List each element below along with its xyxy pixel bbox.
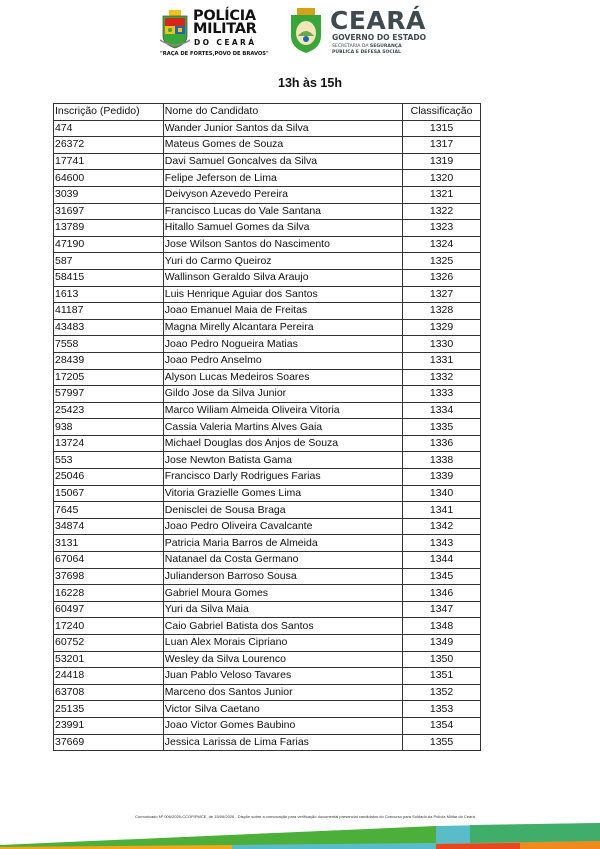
cell-inscricao: 23991 [54,717,164,734]
table-row [54,286,481,303]
table-row [54,568,481,585]
cell-classificacao: 1343 [403,535,481,552]
cell-inscricao: 67064 [54,552,164,569]
table-row [54,502,481,519]
cell-classificacao: 1325 [403,253,481,270]
cell-nome: Luan Alex Morais Cipriano [163,635,402,652]
table-row [54,137,481,154]
cell-inscricao: 53201 [54,651,164,668]
cell-classificacao: 1334 [403,402,481,419]
cell-classificacao: 1326 [403,269,481,286]
table-row [54,668,481,685]
cell-nome: Hitallo Samuel Gomes da Silva [163,220,402,237]
cell-inscricao: 13789 [54,220,164,237]
table-row [54,220,481,237]
table-row [54,518,481,535]
band-red [436,843,520,849]
cell-inscricao: 31697 [54,203,164,220]
table-row [54,734,481,751]
cell-nome: Jose Wilson Santos do Nascimento [163,236,402,253]
cell-inscricao: 7558 [54,336,164,353]
cell-nome: Deivyson Azevedo Pereira [163,186,402,203]
pm-title-line2: MILITAR [193,21,257,37]
candidates-table [53,103,481,751]
table-row [54,469,481,486]
cell-nome: Felipe Jeferson de Lima [163,170,402,187]
table-row [54,386,481,403]
cell-inscricao: 15067 [54,485,164,502]
cell-inscricao: 7645 [54,502,164,519]
secretaria-line1-bold: SEGURANÇA [369,44,402,49]
cell-inscricao: 41187 [54,303,164,320]
column-header-inscricao: Inscrição (Pedido) [54,104,164,121]
cell-inscricao: 17240 [54,618,164,635]
table-row [54,435,481,452]
table-row [54,303,481,320]
cell-nome: Alyson Lucas Medeiros Soares [163,369,402,386]
table-row [54,701,481,718]
cell-classificacao: 1333 [403,386,481,403]
cell-classificacao: 1344 [403,552,481,569]
cell-nome: Caio Gabriel Batista dos Santos [163,618,402,635]
cell-nome: Joao Pedro Anselmo [163,352,402,369]
ceara-title: CEARÁ [330,6,426,35]
cell-classificacao: 1330 [403,336,481,353]
cell-inscricao: 553 [54,452,164,469]
cell-classificacao: 1349 [403,635,481,652]
cell-inscricao: 57997 [54,386,164,403]
cell-inscricao: 47190 [54,236,164,253]
cell-classificacao: 1327 [403,286,481,303]
cell-inscricao: 1613 [54,286,164,303]
cell-nome: Jose Newton Batista Gama [163,452,402,469]
table-row [54,369,481,386]
table-row [54,352,481,369]
table-row [54,120,481,137]
cell-nome: Natanael da Costa Germano [163,552,402,569]
cell-inscricao: 37698 [54,568,164,585]
cell-nome: Michael Douglas dos Anjos de Souza [163,435,402,452]
cell-nome: Joao Victor Gomes Baubino [163,717,402,734]
cell-nome: Juan Pablo Veloso Tavares [163,668,402,685]
cell-nome: Mateus Gomes de Souza [163,137,402,154]
cell-nome: Joao Pedro Oliveira Cavalcante [163,518,402,535]
ceara-government-logo [288,8,448,66]
secretaria-text [332,44,402,56]
ceara-crest-icon [288,8,324,54]
cell-inscricao: 58415 [54,269,164,286]
cell-nome: Wesley da Silva Lourenco [163,651,402,668]
cell-classificacao: 1324 [403,236,481,253]
cell-nome: Wallinson Geraldo Silva Araujo [163,269,402,286]
cell-inscricao: 63708 [54,684,164,701]
table-row [54,203,481,220]
pm-subtitle: DO CEARÁ [194,38,257,47]
cell-classificacao: 1351 [403,668,481,685]
cell-nome: Marco Wiliam Almeida Oliveira Vitoria [163,402,402,419]
cell-classificacao: 1331 [403,352,481,369]
cell-classificacao: 1335 [403,419,481,436]
table-body [54,120,481,751]
table-row [54,485,481,502]
cell-classificacao: 1338 [403,452,481,469]
cell-inscricao: 474 [54,120,164,137]
secretaria-line2: PÚBLICA E DEFESA SOCIAL [332,50,401,55]
cell-inscricao: 34874 [54,518,164,535]
cell-classificacao: 1319 [403,153,481,170]
cell-classificacao: 1340 [403,485,481,502]
table-row [54,269,481,286]
cell-nome: Magna Mirelly Alcantara Pereira [163,319,402,336]
cell-classificacao: 1339 [403,469,481,486]
cell-classificacao: 1346 [403,585,481,602]
table-row [54,618,481,635]
cell-inscricao: 16228 [54,585,164,602]
cell-classificacao: 1350 [403,651,481,668]
cell-inscricao: 3131 [54,535,164,552]
cell-inscricao: 587 [54,253,164,270]
cell-inscricao: 24418 [54,668,164,685]
header-logos [0,6,600,66]
cell-nome: Cassia Valeria Martins Alves Gaia [163,419,402,436]
cell-inscricao: 25046 [54,469,164,486]
table-row [54,186,481,203]
cell-nome: Francisco Darly Rodrigues Farias [163,469,402,486]
pm-title [193,10,257,36]
cell-inscricao: 64600 [54,170,164,187]
table-row [54,253,481,270]
cell-classificacao: 1354 [403,717,481,734]
cell-classificacao: 1355 [403,734,481,751]
cell-inscricao: 28439 [54,352,164,369]
cell-classificacao: 1352 [403,684,481,701]
cell-inscricao: 3039 [54,186,164,203]
cell-classificacao: 1321 [403,186,481,203]
policia-militar-logo [160,8,270,66]
cell-inscricao: 60752 [54,635,164,652]
cell-classificacao: 1315 [403,120,481,137]
cell-nome: Yuri da Silva Maia [163,601,402,618]
cell-nome: Victor Silva Caetano [163,701,402,718]
cell-classificacao: 1328 [403,303,481,320]
cell-nome: Francisco Lucas do Vale Santana [163,203,402,220]
cell-nome: Jessica Larissa de Lima Farias [163,734,402,751]
cell-classificacao: 1329 [403,319,481,336]
cell-nome: Gildo Jose da Silva Junior [163,386,402,403]
cell-nome: Marceno dos Santos Junior [163,684,402,701]
cell-nome: Joao Pedro Nogueira Matias [163,336,402,353]
period-title: 13h às 15h [278,76,342,90]
table-row [54,336,481,353]
pm-motto: "RAÇA DE FORTES,POVO DE BRAVOS" [160,51,269,57]
cell-classificacao: 1353 [403,701,481,718]
cell-inscricao: 938 [54,419,164,436]
cell-inscricao: 13724 [54,435,164,452]
cell-inscricao: 60497 [54,601,164,618]
table-row [54,236,481,253]
cell-nome: Gabriel Moura Gomes [163,585,402,602]
cell-inscricao: 37669 [54,734,164,751]
pm-crest-icon [160,10,190,50]
table-row [54,601,481,618]
cell-classificacao: 1342 [403,518,481,535]
footer-text: Comunicado Nº 006/2026-CCOP/PMCE, de 15/06/2026 - Dispõe sobre a convocação para verificação documental presencial candidatos do Concurso para Soldado da Polícia Militar do Ceará [135,814,475,819]
column-header-classificacao: Classificação [403,104,481,121]
cell-inscricao: 17741 [54,153,164,170]
cell-nome: Yuri do Carmo Queiroz [163,253,402,270]
cell-nome: Patricia Maria Barros de Almeida [163,535,402,552]
ceara-subtitle: GOVERNO DO ESTADO [332,33,427,42]
cell-nome: Denisclei de Sousa Braga [163,502,402,519]
table-row [54,585,481,602]
cell-classificacao: 1345 [403,568,481,585]
table-row [54,651,481,668]
band-green-right [470,823,600,843]
cell-inscricao: 26372 [54,137,164,154]
pm-title-line1: POLÍCIA [193,8,256,24]
cell-classificacao: 1347 [403,601,481,618]
cell-nome: Vitoria Grazielle Gomes Lima [163,485,402,502]
secretaria-line1: SECRETARIA DA [332,44,370,49]
table-row [54,153,481,170]
cell-nome: Wander Junior Santos da Silva [163,120,402,137]
table-row [54,552,481,569]
column-header-nome: Nome do Candidato [163,104,402,121]
cell-nome: Luis Henrique Aguiar dos Santos [163,286,402,303]
table-row [54,535,481,552]
cell-classificacao: 1323 [403,220,481,237]
cell-inscricao: 43483 [54,319,164,336]
cell-inscricao: 17205 [54,369,164,386]
cell-classificacao: 1320 [403,170,481,187]
table-header-row [54,104,481,121]
table-row [54,419,481,436]
table-row [54,319,481,336]
table-row [54,452,481,469]
cell-inscricao: 25423 [54,402,164,419]
cell-nome: Joao Emanuel Maia de Freitas [163,303,402,320]
cell-classificacao: 1322 [403,203,481,220]
footer-color-band [0,823,600,849]
cell-classificacao: 1348 [403,618,481,635]
table-row [54,170,481,187]
cell-classificacao: 1317 [403,137,481,154]
cell-inscricao: 25135 [54,701,164,718]
cell-classificacao: 1332 [403,369,481,386]
cell-classificacao: 1341 [403,502,481,519]
cell-classificacao: 1336 [403,435,481,452]
table-row [54,717,481,734]
table-row [54,684,481,701]
cell-nome: Davi Samuel Goncalves da Silva [163,153,402,170]
cell-nome: Julianderson Barroso Sousa [163,568,402,585]
table-row [54,402,481,419]
table-row [54,635,481,652]
